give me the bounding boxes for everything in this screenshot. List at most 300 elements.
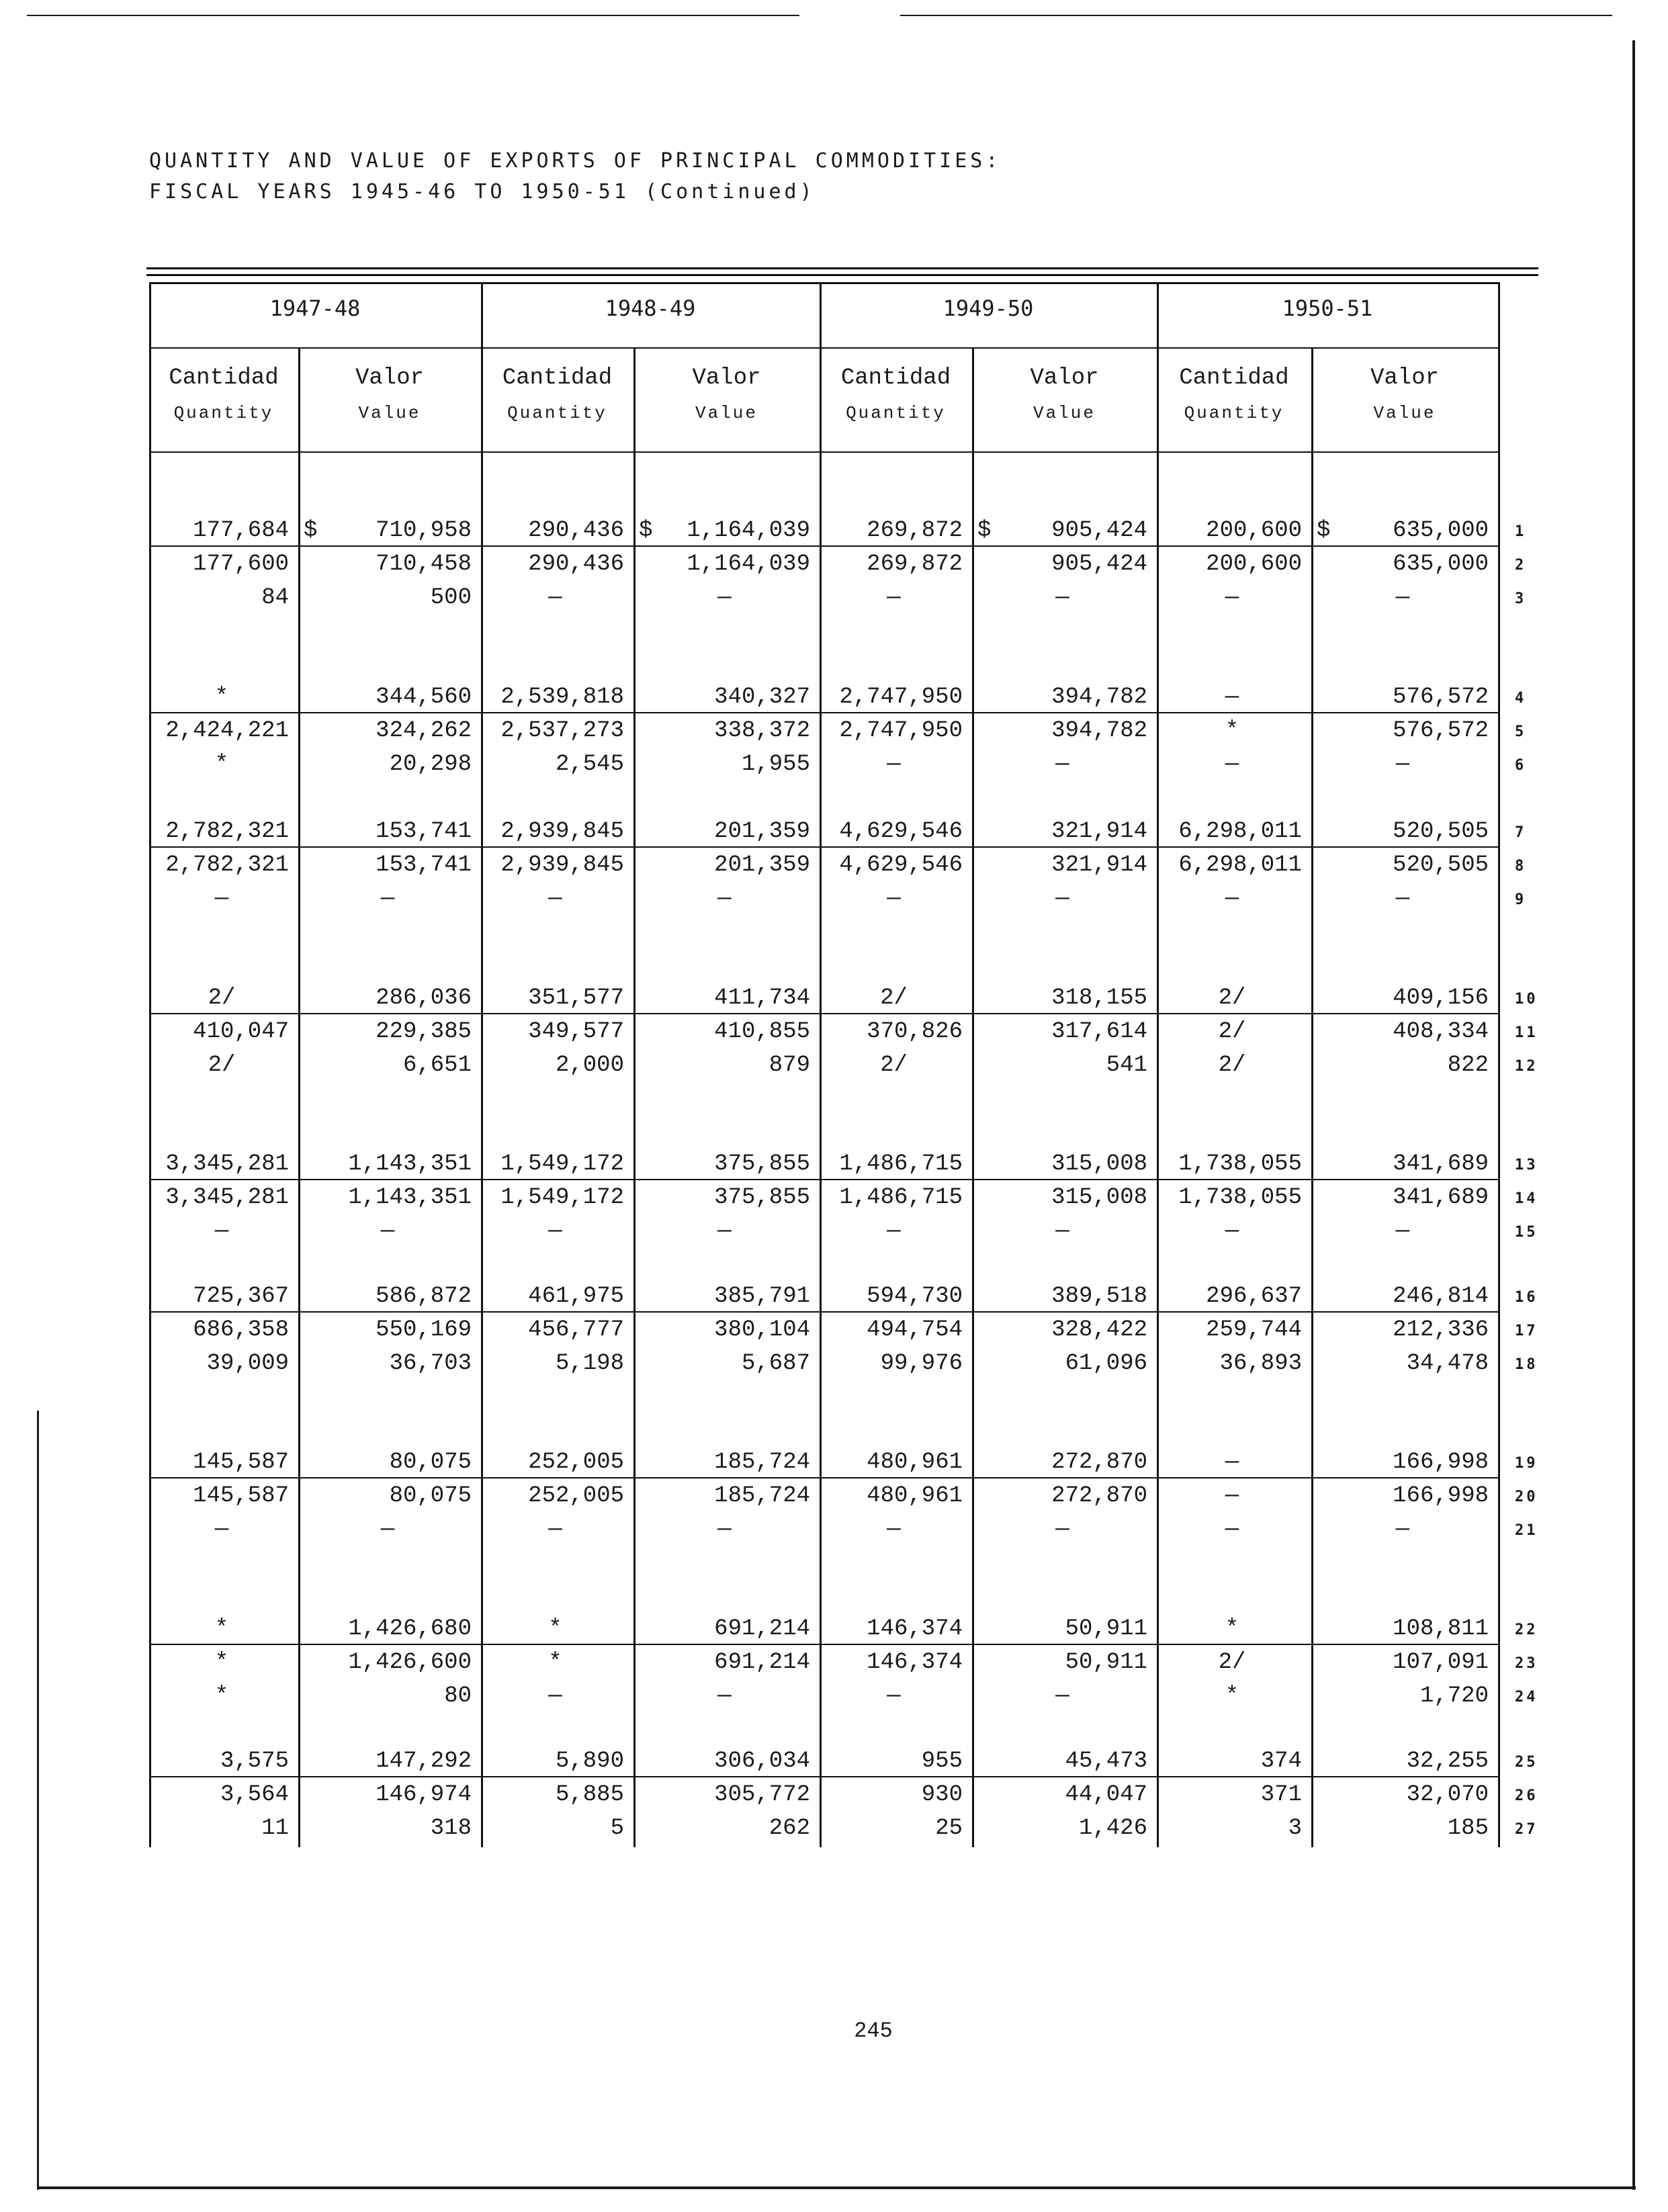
value-cell: 1,426 (1078, 1816, 1147, 1841)
quantity-cell: * (548, 1650, 562, 1675)
quantity-cell: 200,600 (1206, 551, 1302, 577)
quantity-cell: 371 (1260, 1782, 1302, 1808)
quantity-cell: 2,747,950 (839, 718, 963, 744)
value-cell: 6,651 (402, 1053, 472, 1078)
quantity-cell: * (1225, 718, 1239, 744)
row-number: 9 (1515, 891, 1527, 908)
column-divider (481, 282, 483, 1847)
quantity-cell: — (548, 886, 562, 912)
quantity-cell: 1,486,715 (839, 1185, 963, 1210)
table-top-rule (146, 267, 1538, 269)
quantity-cell: — (1225, 1219, 1239, 1244)
group-total-underline (149, 846, 1498, 848)
quantity-cell: 6,298,011 (1178, 852, 1302, 878)
value-cell: 80 (444, 1683, 472, 1709)
value-cell: 375,855 (714, 1185, 810, 1210)
value-cell: 635,000 (1393, 518, 1489, 543)
quantity-cell: — (887, 752, 901, 777)
quantity-cell: 2,000 (555, 1053, 624, 1078)
quantity-cell: — (548, 585, 562, 611)
table-top-rule-2 (146, 274, 1538, 276)
group-total-underline (149, 1477, 1498, 1478)
quantity-cell: 4,629,546 (839, 819, 963, 844)
header-label-en: Value (1373, 402, 1436, 423)
column-divider (820, 282, 822, 1847)
value-cell: 341,689 (1393, 1185, 1489, 1210)
year-header-top (149, 282, 1498, 284)
value-cell: — (1055, 1683, 1069, 1709)
header-label-es: Cantidad (169, 365, 279, 391)
row-number: 18 (1515, 1356, 1538, 1373)
quantity-cell: 146,374 (867, 1650, 963, 1675)
quantity-cell: 3,345,281 (165, 1185, 289, 1210)
page-title: QUANTITY AND VALUE OF EXPORTS OF PRINCIPAL COMMODITIES: (149, 149, 1002, 173)
value-cell: 318 (430, 1816, 472, 1841)
top-edge-left (27, 15, 799, 16)
header-label-en: Quantity (173, 402, 274, 423)
value-cell: 1,720 (1419, 1683, 1489, 1709)
group-total-underline (149, 1776, 1498, 1777)
quantity-cell: 177,600 (193, 551, 289, 577)
quantity-column-header (149, 359, 298, 428)
value-cell: — (1395, 886, 1410, 912)
page-subtitle: FISCAL YEARS 1945-46 TO 1950-51 (Continued) (149, 180, 816, 204)
value-cell: 45,473 (1065, 1749, 1147, 1774)
quantity-cell: 2/ (1218, 1650, 1246, 1675)
group-total-underline (149, 1179, 1498, 1180)
value-cell: 146,974 (376, 1782, 472, 1808)
quantity-cell: 930 (921, 1782, 963, 1808)
value-cell: 80,075 (389, 1483, 472, 1509)
column-header-bottom (149, 451, 1498, 453)
value-cell: 262 (769, 1816, 810, 1841)
quantity-cell: 1,486,715 (839, 1151, 963, 1177)
row-number: 10 (1515, 991, 1538, 1008)
value-cell: 1,164,039 (687, 518, 810, 543)
value-cell: — (1055, 1517, 1069, 1542)
value-cell: 201,359 (714, 852, 810, 878)
value-cell: 246,814 (1393, 1284, 1489, 1309)
quantity-cell: — (1225, 585, 1239, 611)
value-cell: 879 (769, 1053, 810, 1078)
quantity-cell: * (214, 1650, 229, 1675)
currency-symbol: $ (639, 518, 653, 543)
group-total-underline (149, 1644, 1498, 1645)
value-cell: 822 (1447, 1053, 1489, 1078)
quantity-cell: 146,374 (867, 1616, 963, 1642)
quantity-cell: 2/ (1218, 1019, 1246, 1045)
quantity-cell: 480,961 (867, 1483, 963, 1509)
quantity-cell: 351,577 (528, 985, 624, 1011)
value-cell: 212,336 (1393, 1317, 1489, 1343)
quantity-cell: 2,424,221 (165, 718, 289, 744)
quantity-cell: 259,744 (1206, 1317, 1302, 1343)
value-cell: 344,560 (376, 684, 472, 710)
quantity-cell: 290,436 (528, 551, 624, 577)
value-cell: 108,811 (1393, 1616, 1489, 1642)
column-divider (1157, 282, 1159, 1847)
value-cell: 166,998 (1393, 1483, 1489, 1509)
quantity-cell: 5,890 (555, 1749, 624, 1774)
year-header-bottom (149, 347, 1498, 349)
bottom-edge (37, 2186, 1636, 2189)
quantity-column-header (820, 359, 972, 428)
header-label-en: Quantity (846, 402, 946, 423)
row-number: 15 (1515, 1224, 1538, 1241)
header-label-en: Value (358, 402, 421, 423)
row-number: 3 (1515, 590, 1527, 607)
value-cell: 576,572 (1393, 684, 1489, 710)
quantity-cell: * (1225, 1683, 1239, 1709)
quantity-column-header (1157, 359, 1311, 428)
group-total-underline (149, 545, 1498, 547)
header-label-es: Valor (1030, 365, 1099, 391)
value-cell: 1,955 (741, 752, 810, 777)
value-cell: 315,008 (1051, 1185, 1147, 1210)
value-cell: 315,008 (1051, 1151, 1147, 1177)
quantity-cell: 252,005 (528, 1450, 624, 1475)
header-label-es: Cantidad (840, 365, 951, 391)
value-cell: 229,385 (376, 1019, 472, 1045)
quantity-cell: 145,587 (193, 1450, 289, 1475)
quantity-cell: * (548, 1616, 562, 1642)
header-label-es: Cantidad (502, 365, 613, 391)
value-cell: 305,772 (714, 1782, 810, 1808)
column-divider (1311, 347, 1313, 1847)
value-cell: 328,422 (1051, 1317, 1147, 1343)
value-cell: 185 (1447, 1816, 1489, 1841)
quantity-cell: 461,975 (528, 1284, 624, 1309)
quantity-cell: 39,009 (206, 1351, 289, 1376)
value-cell: 34,478 (1406, 1351, 1489, 1376)
quantity-cell: — (214, 1219, 229, 1244)
value-cell: 321,914 (1051, 819, 1147, 844)
quantity-cell: 370,826 (867, 1019, 963, 1045)
value-cell: 394,782 (1051, 684, 1147, 710)
quantity-cell: — (548, 1219, 562, 1244)
value-column-header (1311, 359, 1498, 428)
value-cell: 50,911 (1065, 1650, 1147, 1675)
value-cell: — (717, 886, 732, 912)
value-cell: 153,741 (376, 852, 472, 878)
value-cell: 338,372 (714, 718, 810, 744)
value-cell: 408,334 (1393, 1019, 1489, 1045)
value-cell: 1,143,351 (348, 1185, 472, 1210)
value-cell: 410,855 (714, 1019, 810, 1045)
value-cell: 324,262 (376, 718, 472, 744)
value-cell: 520,505 (1393, 819, 1489, 844)
value-cell: 520,505 (1393, 852, 1489, 878)
row-number: 24 (1515, 1689, 1538, 1706)
left-edge (37, 1411, 39, 2190)
quantity-cell: 1,549,172 (500, 1185, 624, 1210)
row-number: 20 (1515, 1489, 1538, 1505)
value-cell: 340,327 (714, 684, 810, 710)
quantity-cell: 84 (261, 585, 289, 611)
quantity-cell: 349,577 (528, 1019, 624, 1045)
column-divider (149, 282, 151, 1847)
value-cell: 317,614 (1051, 1019, 1147, 1045)
value-cell: 905,424 (1051, 518, 1147, 543)
column-divider (972, 347, 974, 1847)
value-cell: 409,156 (1393, 985, 1489, 1011)
quantity-cell: 5,198 (555, 1351, 624, 1376)
year-header: 1947-48 (269, 296, 361, 321)
value-cell: 272,870 (1051, 1483, 1147, 1509)
row-number: 23 (1515, 1655, 1538, 1672)
row-number: 2 (1515, 557, 1527, 574)
quantity-cell: — (214, 886, 229, 912)
header-label-en: Quantity (507, 402, 607, 423)
header-label-es: Valor (1370, 365, 1440, 391)
quantity-cell: 4,629,546 (839, 852, 963, 878)
value-column-header (633, 359, 820, 428)
value-cell: 80,075 (389, 1450, 472, 1475)
quantity-cell: * (214, 752, 229, 777)
value-cell: 1,164,039 (687, 551, 810, 577)
quantity-cell: 200,600 (1206, 518, 1302, 543)
group-total-underline (149, 1311, 1498, 1313)
quantity-cell: 1,738,055 (1178, 1185, 1302, 1210)
value-cell: 147,292 (376, 1749, 472, 1774)
row-number: 6 (1515, 757, 1527, 774)
value-cell: 32,255 (1406, 1749, 1489, 1774)
header-label-es: Cantidad (1179, 365, 1289, 391)
quantity-column-header (481, 359, 633, 428)
quantity-cell: — (887, 585, 901, 611)
quantity-cell: 3,564 (220, 1782, 289, 1808)
value-cell: 550,169 (376, 1317, 472, 1343)
value-cell: 286,036 (376, 985, 472, 1011)
quantity-cell: — (887, 1219, 901, 1244)
value-cell: 500 (430, 585, 472, 611)
row-number: 21 (1515, 1522, 1538, 1539)
value-cell: 185,724 (714, 1450, 810, 1475)
quantity-cell: * (214, 1616, 229, 1642)
quantity-cell: 2/ (880, 1053, 908, 1078)
value-cell: — (717, 1683, 732, 1709)
quantity-cell: — (887, 1683, 901, 1709)
quantity-cell: 2/ (880, 985, 908, 1011)
quantity-cell: 2/ (208, 985, 236, 1011)
value-cell: 185,724 (714, 1483, 810, 1509)
quantity-cell: — (1225, 752, 1239, 777)
value-cell: — (1055, 585, 1069, 611)
quantity-cell: 2,939,845 (500, 819, 624, 844)
quantity-cell: 686,358 (193, 1317, 289, 1343)
value-cell: 576,572 (1393, 718, 1489, 744)
quantity-cell: 145,587 (193, 1483, 289, 1509)
value-cell: 61,096 (1065, 1351, 1147, 1376)
row-number: 26 (1515, 1787, 1538, 1804)
value-column-header (298, 359, 481, 428)
quantity-cell: — (548, 1517, 562, 1542)
value-cell: — (380, 886, 395, 912)
value-cell: 1,426,600 (348, 1650, 472, 1675)
year-header: 1949-50 (942, 296, 1034, 321)
quantity-cell: 5 (610, 1816, 624, 1841)
row-number: 13 (1515, 1157, 1538, 1174)
value-cell: 411,734 (714, 985, 810, 1011)
quantity-cell: 2,747,950 (839, 684, 963, 710)
quantity-cell: — (1225, 1450, 1239, 1475)
value-cell: 20,298 (389, 752, 472, 777)
year-header: 1950-51 (1282, 296, 1373, 321)
value-cell: 50,911 (1065, 1616, 1147, 1642)
row-number: 22 (1515, 1622, 1538, 1638)
value-cell: — (1395, 1219, 1410, 1244)
right-edge (1632, 40, 1635, 2190)
quantity-cell: 3,575 (220, 1749, 289, 1774)
row-number: 1 (1515, 523, 1527, 540)
value-cell: 541 (1106, 1053, 1147, 1078)
value-cell: 306,034 (714, 1749, 810, 1774)
quantity-cell: 3,345,281 (165, 1151, 289, 1177)
value-cell: 1,143,351 (348, 1151, 472, 1177)
value-cell: 389,518 (1051, 1284, 1147, 1309)
quantity-cell: 1,549,172 (500, 1151, 624, 1177)
quantity-cell: — (887, 886, 901, 912)
value-cell: 710,458 (376, 551, 472, 577)
row-number: 4 (1515, 690, 1527, 707)
header-label-en: Value (695, 402, 758, 423)
value-cell: 635,000 (1393, 551, 1489, 577)
year-header: 1948-49 (605, 296, 696, 321)
value-cell: 166,998 (1393, 1450, 1489, 1475)
quantity-cell: 296,637 (1206, 1284, 1302, 1309)
value-cell: 272,870 (1051, 1450, 1147, 1475)
header-label-es: Valor (355, 365, 425, 391)
quantity-cell: 2/ (1218, 985, 1246, 1011)
quantity-cell: — (1225, 886, 1239, 912)
page-number: 245 (854, 2019, 893, 2043)
value-cell: 107,091 (1393, 1650, 1489, 1675)
quantity-cell: 252,005 (528, 1483, 624, 1509)
column-divider (298, 347, 300, 1847)
quantity-cell: 2,939,845 (500, 852, 624, 878)
quantity-cell: 2,539,818 (500, 684, 624, 710)
currency-symbol: $ (304, 518, 318, 543)
value-cell: 710,958 (376, 518, 472, 543)
group-total-underline (149, 712, 1498, 713)
value-cell: — (1055, 752, 1069, 777)
value-cell: — (717, 1219, 732, 1244)
column-divider (633, 347, 635, 1847)
header-label-en: Value (1033, 402, 1096, 423)
value-cell: 36,703 (389, 1351, 472, 1376)
value-cell: 691,214 (714, 1650, 810, 1675)
quantity-cell: 36,893 (1219, 1351, 1302, 1376)
header-label-es: Valor (692, 365, 761, 391)
value-cell: 153,741 (376, 819, 472, 844)
quantity-cell: 2/ (1218, 1053, 1246, 1078)
value-cell: 201,359 (714, 819, 810, 844)
quantity-cell: 6,298,011 (1178, 819, 1302, 844)
value-cell: 341,689 (1393, 1151, 1489, 1177)
row-number: 19 (1515, 1455, 1538, 1472)
value-cell: 394,782 (1051, 718, 1147, 744)
value-cell: 321,914 (1051, 852, 1147, 878)
value-cell: 586,872 (376, 1284, 472, 1309)
value-cell: — (380, 1517, 395, 1542)
value-cell: — (1055, 886, 1069, 912)
quantity-cell: 2,782,321 (165, 819, 289, 844)
quantity-cell: 5,885 (555, 1782, 624, 1808)
quantity-cell: 269,872 (867, 518, 963, 543)
quantity-cell: 1,738,055 (1178, 1151, 1302, 1177)
row-number: 5 (1515, 723, 1527, 740)
value-cell: 32,070 (1406, 1782, 1489, 1808)
value-cell: — (380, 1219, 395, 1244)
quantity-cell: 269,872 (867, 551, 963, 577)
quantity-cell: 480,961 (867, 1450, 963, 1475)
quantity-cell: — (1225, 684, 1239, 710)
quantity-cell: — (548, 1683, 562, 1709)
value-cell: — (717, 1517, 732, 1542)
value-cell: — (1055, 1219, 1069, 1244)
column-divider (1498, 282, 1500, 1847)
row-number: 14 (1515, 1190, 1538, 1207)
currency-symbol: $ (1317, 518, 1331, 543)
row-number: 16 (1515, 1289, 1538, 1306)
quantity-cell: 494,754 (867, 1317, 963, 1343)
quantity-cell: 955 (921, 1749, 963, 1774)
row-number: 25 (1515, 1754, 1538, 1771)
value-cell: 318,155 (1051, 985, 1147, 1011)
quantity-cell: 2/ (208, 1053, 236, 1078)
row-number: 12 (1515, 1058, 1538, 1075)
quantity-cell: 2,782,321 (165, 852, 289, 878)
quantity-cell: 177,684 (193, 518, 289, 543)
quantity-cell: 2,545 (555, 752, 624, 777)
quantity-cell: — (1225, 1517, 1239, 1542)
value-cell: 1,426,680 (348, 1616, 472, 1642)
quantity-cell: 456,777 (528, 1317, 624, 1343)
row-number: 8 (1515, 858, 1527, 875)
value-cell: 385,791 (714, 1284, 810, 1309)
group-total-underline (149, 1013, 1498, 1014)
quantity-cell: * (1225, 1616, 1239, 1642)
row-number: 11 (1515, 1024, 1538, 1041)
row-number: 17 (1515, 1323, 1538, 1339)
top-edge-right (900, 15, 1612, 16)
quantity-cell: — (887, 1517, 901, 1542)
row-number: 7 (1515, 824, 1527, 841)
quantity-cell: * (214, 1683, 229, 1709)
quantity-cell: — (1225, 1483, 1239, 1509)
row-number: 27 (1515, 1821, 1538, 1838)
quantity-cell: 2,537,273 (500, 718, 624, 744)
value-column-header (972, 359, 1157, 428)
value-cell: 375,855 (714, 1151, 810, 1177)
quantity-cell: 3 (1288, 1816, 1302, 1841)
quantity-cell: 99,976 (880, 1351, 963, 1376)
value-cell: 691,214 (714, 1616, 810, 1642)
quantity-cell: 11 (261, 1816, 289, 1841)
quantity-cell: 594,730 (867, 1284, 963, 1309)
value-cell: 905,424 (1051, 551, 1147, 577)
value-cell: — (1395, 585, 1410, 611)
quantity-cell: 25 (935, 1816, 963, 1841)
value-cell: 380,104 (714, 1317, 810, 1343)
quantity-cell: 725,367 (193, 1284, 289, 1309)
quantity-cell: — (214, 1517, 229, 1542)
value-cell: — (1395, 1517, 1410, 1542)
value-cell: 5,687 (741, 1351, 810, 1376)
quantity-cell: * (214, 684, 229, 710)
header-label-en: Quantity (1184, 402, 1284, 423)
value-cell: — (717, 585, 732, 611)
